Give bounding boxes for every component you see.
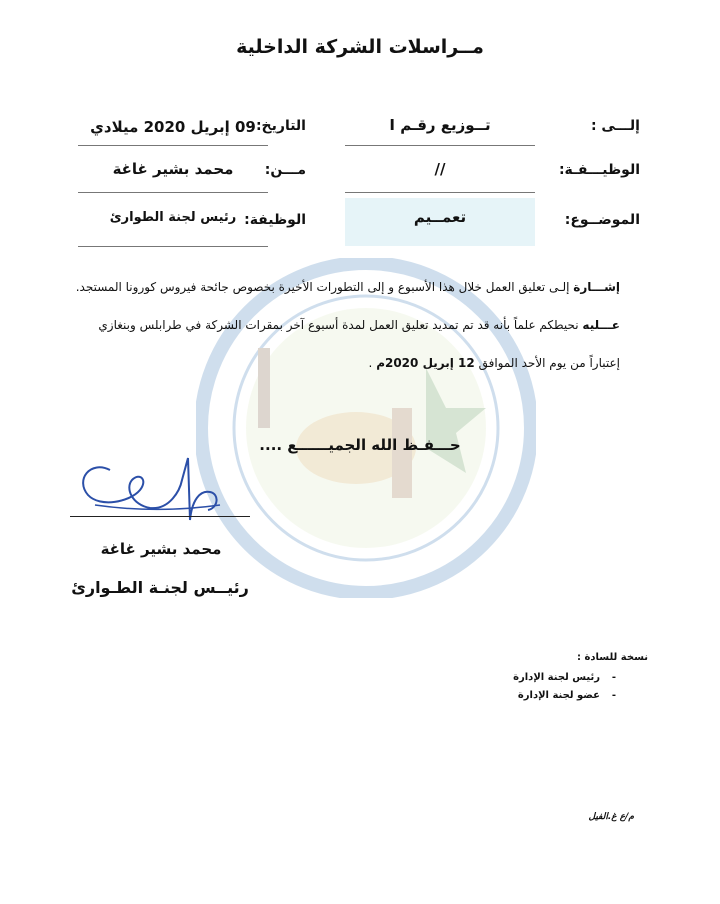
paragraph-reference-text: إلـى تعليق العمل خلال هذا الأسبوع و إلى التطورات الأخيرة بخصوص جائحة فيروس كورونا المستجد. (75, 280, 570, 294)
from-job-underline (78, 246, 268, 247)
handwritten-signature (70, 450, 250, 540)
job-label: الوظيـــفـة: (558, 162, 640, 178)
paragraph-notice-lead: عـــليه (582, 318, 620, 332)
to-value: تــوزيع رقـم I (389, 116, 491, 134)
date-value: 09 إبريل 2020 ميلادي (90, 118, 256, 136)
date-underline (78, 145, 268, 146)
paragraph-notice-text: نحيطكم علماً بأنه قد تم تمديد تعليق العمل لمدة أسبوع آخر بمقرات الشركة في طرابلس وبنغازي (98, 318, 579, 332)
cc-bullet: - (611, 672, 616, 683)
effective-date-end: . (368, 356, 373, 370)
job-underline (345, 192, 535, 193)
cc-item: عضو لجنة الإدارة (517, 690, 600, 701)
signatory-title: رئيــس لجنـة الطـوارئ (71, 578, 249, 597)
from-underline (78, 192, 268, 193)
paragraph-reference-lead: إشـــارة (573, 280, 620, 294)
cc-heading: نسخة للسادة : (577, 652, 648, 663)
paragraph-effective-date (369, 356, 620, 370)
subject-value: تعمــيم (413, 208, 467, 226)
effective-date-value: 12 إبريل 2020م (376, 356, 475, 370)
effective-date-text: إعتباراً من يوم الأحد الموافق (478, 356, 620, 370)
job-value: // (434, 160, 446, 178)
from-job-label: الوظيفة: (244, 212, 306, 228)
paragraph-reference (76, 280, 620, 294)
from-label: مـــن: (264, 162, 306, 178)
company-seal-watermark (196, 258, 536, 598)
to-label: إلـــى : (590, 118, 640, 134)
from-value: محمد بشير غاغة (112, 160, 234, 178)
document-title: مــراسلات الشركة الداخلية (236, 36, 484, 58)
from-job-value: رئيس لجنة الطوارئ (109, 210, 237, 225)
paragraph-notice (98, 318, 620, 332)
cc-bullet: - (611, 690, 616, 701)
closing-line: حـــفـظ الله الجميــــــع .... (259, 436, 461, 454)
footer-initials: م/ع غ.الفيل (588, 812, 634, 822)
subject-label: الموضــوع: (564, 212, 640, 228)
signature-line (70, 516, 250, 517)
to-underline (345, 145, 535, 146)
cc-item: رئيس لجنة الإدارة (513, 672, 600, 683)
date-label: التاريخ: (255, 118, 306, 134)
signatory-name: محمد بشير غاغة (100, 540, 222, 558)
